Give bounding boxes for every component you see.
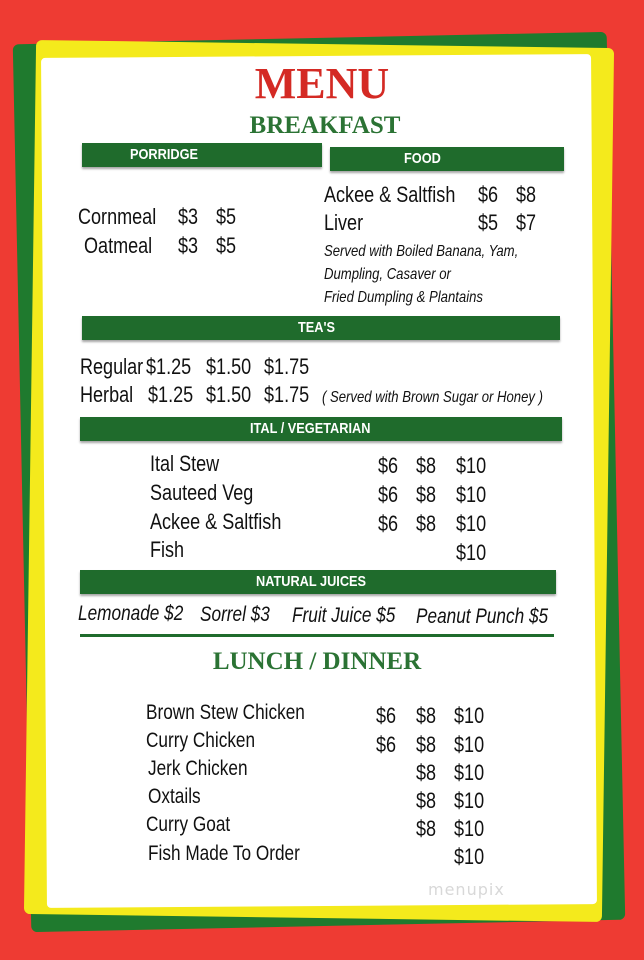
ital-price: $10	[456, 482, 487, 507]
food-note-line: Fried Dumpling & Plantains	[324, 289, 483, 306]
ital-price: $6	[378, 482, 399, 507]
tea-price: $1.50	[206, 382, 252, 407]
food-header: FOOD	[404, 150, 441, 167]
porridge-price: $3	[178, 233, 199, 258]
food-price: $8	[516, 182, 537, 207]
ital-item: Fish	[150, 537, 185, 562]
lunch-price: $8	[416, 703, 437, 728]
ital-header: ITAL / VEGETARIAN	[250, 420, 371, 437]
lunch-price: $6	[376, 732, 397, 757]
tea-price: $1.75	[264, 382, 310, 407]
lunch-item: Oxtails	[148, 785, 201, 808]
lunch-item: Fish Made To Order	[148, 842, 300, 865]
food-price: $5	[478, 210, 499, 235]
ital-price: $8	[416, 511, 437, 536]
menu-title: MENU	[254, 59, 390, 108]
lunch-price: $10	[454, 816, 485, 841]
food-note-line: Served with Boiled Banana, Yam,	[324, 243, 519, 260]
teas-header-bar	[82, 316, 560, 340]
lunch-price: $10	[454, 844, 485, 869]
juice-item: Fruit Juice $5	[292, 604, 396, 627]
food-note-line: Dumpling, Casaver or	[324, 266, 451, 283]
lunch-price: $10	[454, 703, 485, 728]
food-price: $7	[516, 210, 537, 235]
tea-price: $1.75	[264, 354, 310, 379]
watermark: menupix	[428, 880, 505, 899]
lunch-price: $6	[376, 703, 397, 728]
ital-item: Sauteed Veg	[150, 480, 254, 505]
tea-price: $1.50	[206, 354, 252, 379]
ital-price: $10	[456, 511, 487, 536]
porridge-price: $3	[178, 204, 199, 229]
ital-price: $6	[378, 511, 399, 536]
porridge-header: PORRIDGE	[130, 146, 199, 163]
ital-item: Ackee & Saltfish	[150, 509, 282, 534]
lunch-price: $8	[416, 788, 437, 813]
juice-item: Sorrel $3	[200, 603, 270, 626]
lunch-item: Curry Goat	[146, 813, 231, 836]
ital-price: $8	[416, 482, 437, 507]
food-price: $6	[478, 182, 499, 207]
teas-header: TEA'S	[298, 319, 336, 336]
lunch-item: Brown Stew Chicken	[146, 701, 305, 724]
ital-price: $6	[378, 453, 399, 478]
food-item-liver: Liver	[324, 210, 364, 235]
ital-price: $10	[456, 540, 487, 565]
porridge-header-bar	[82, 143, 322, 167]
lunch-price: $10	[454, 760, 485, 785]
ital-header-bar	[80, 417, 562, 441]
lunch-item: Jerk Chicken	[148, 757, 248, 780]
tea-item-herbal: Herbal	[80, 382, 134, 407]
ital-price: $10	[456, 453, 487, 478]
lunch-price: $10	[454, 788, 485, 813]
breakfast-title: BREAKFAST	[249, 112, 401, 139]
porridge-item-cornmeal: Cornmeal	[78, 204, 157, 229]
tea-item-regular: Regular	[80, 354, 144, 379]
porridge-price: $5	[216, 204, 237, 229]
lunch-item: Curry Chicken	[146, 729, 256, 752]
lunch-title: LUNCH / DINNER	[212, 648, 422, 675]
food-header-bar	[330, 147, 564, 171]
tea-price: $1.25	[146, 354, 192, 379]
lunch-price: $10	[454, 732, 485, 757]
juices-header-bar	[80, 570, 556, 594]
juice-item: Peanut Punch $5	[416, 605, 549, 628]
porridge-price: $5	[216, 233, 237, 258]
lunch-price: $8	[416, 816, 437, 841]
porridge-item-oatmeal: Oatmeal	[84, 233, 153, 258]
lunch-price: $8	[416, 732, 437, 757]
juices-header: NATURAL JUICES	[256, 573, 367, 590]
ital-item: Ital Stew	[150, 451, 220, 476]
food-item-ackee: Ackee & Saltfish	[324, 182, 456, 207]
tea-note: ( Served with Brown Sugar or Honey )	[322, 389, 543, 406]
ital-price: $8	[416, 453, 437, 478]
tea-price: $1.25	[148, 382, 194, 407]
juice-item: Lemonade $2	[78, 602, 184, 625]
juices-divider	[80, 634, 554, 637]
lunch-price: $8	[416, 760, 437, 785]
